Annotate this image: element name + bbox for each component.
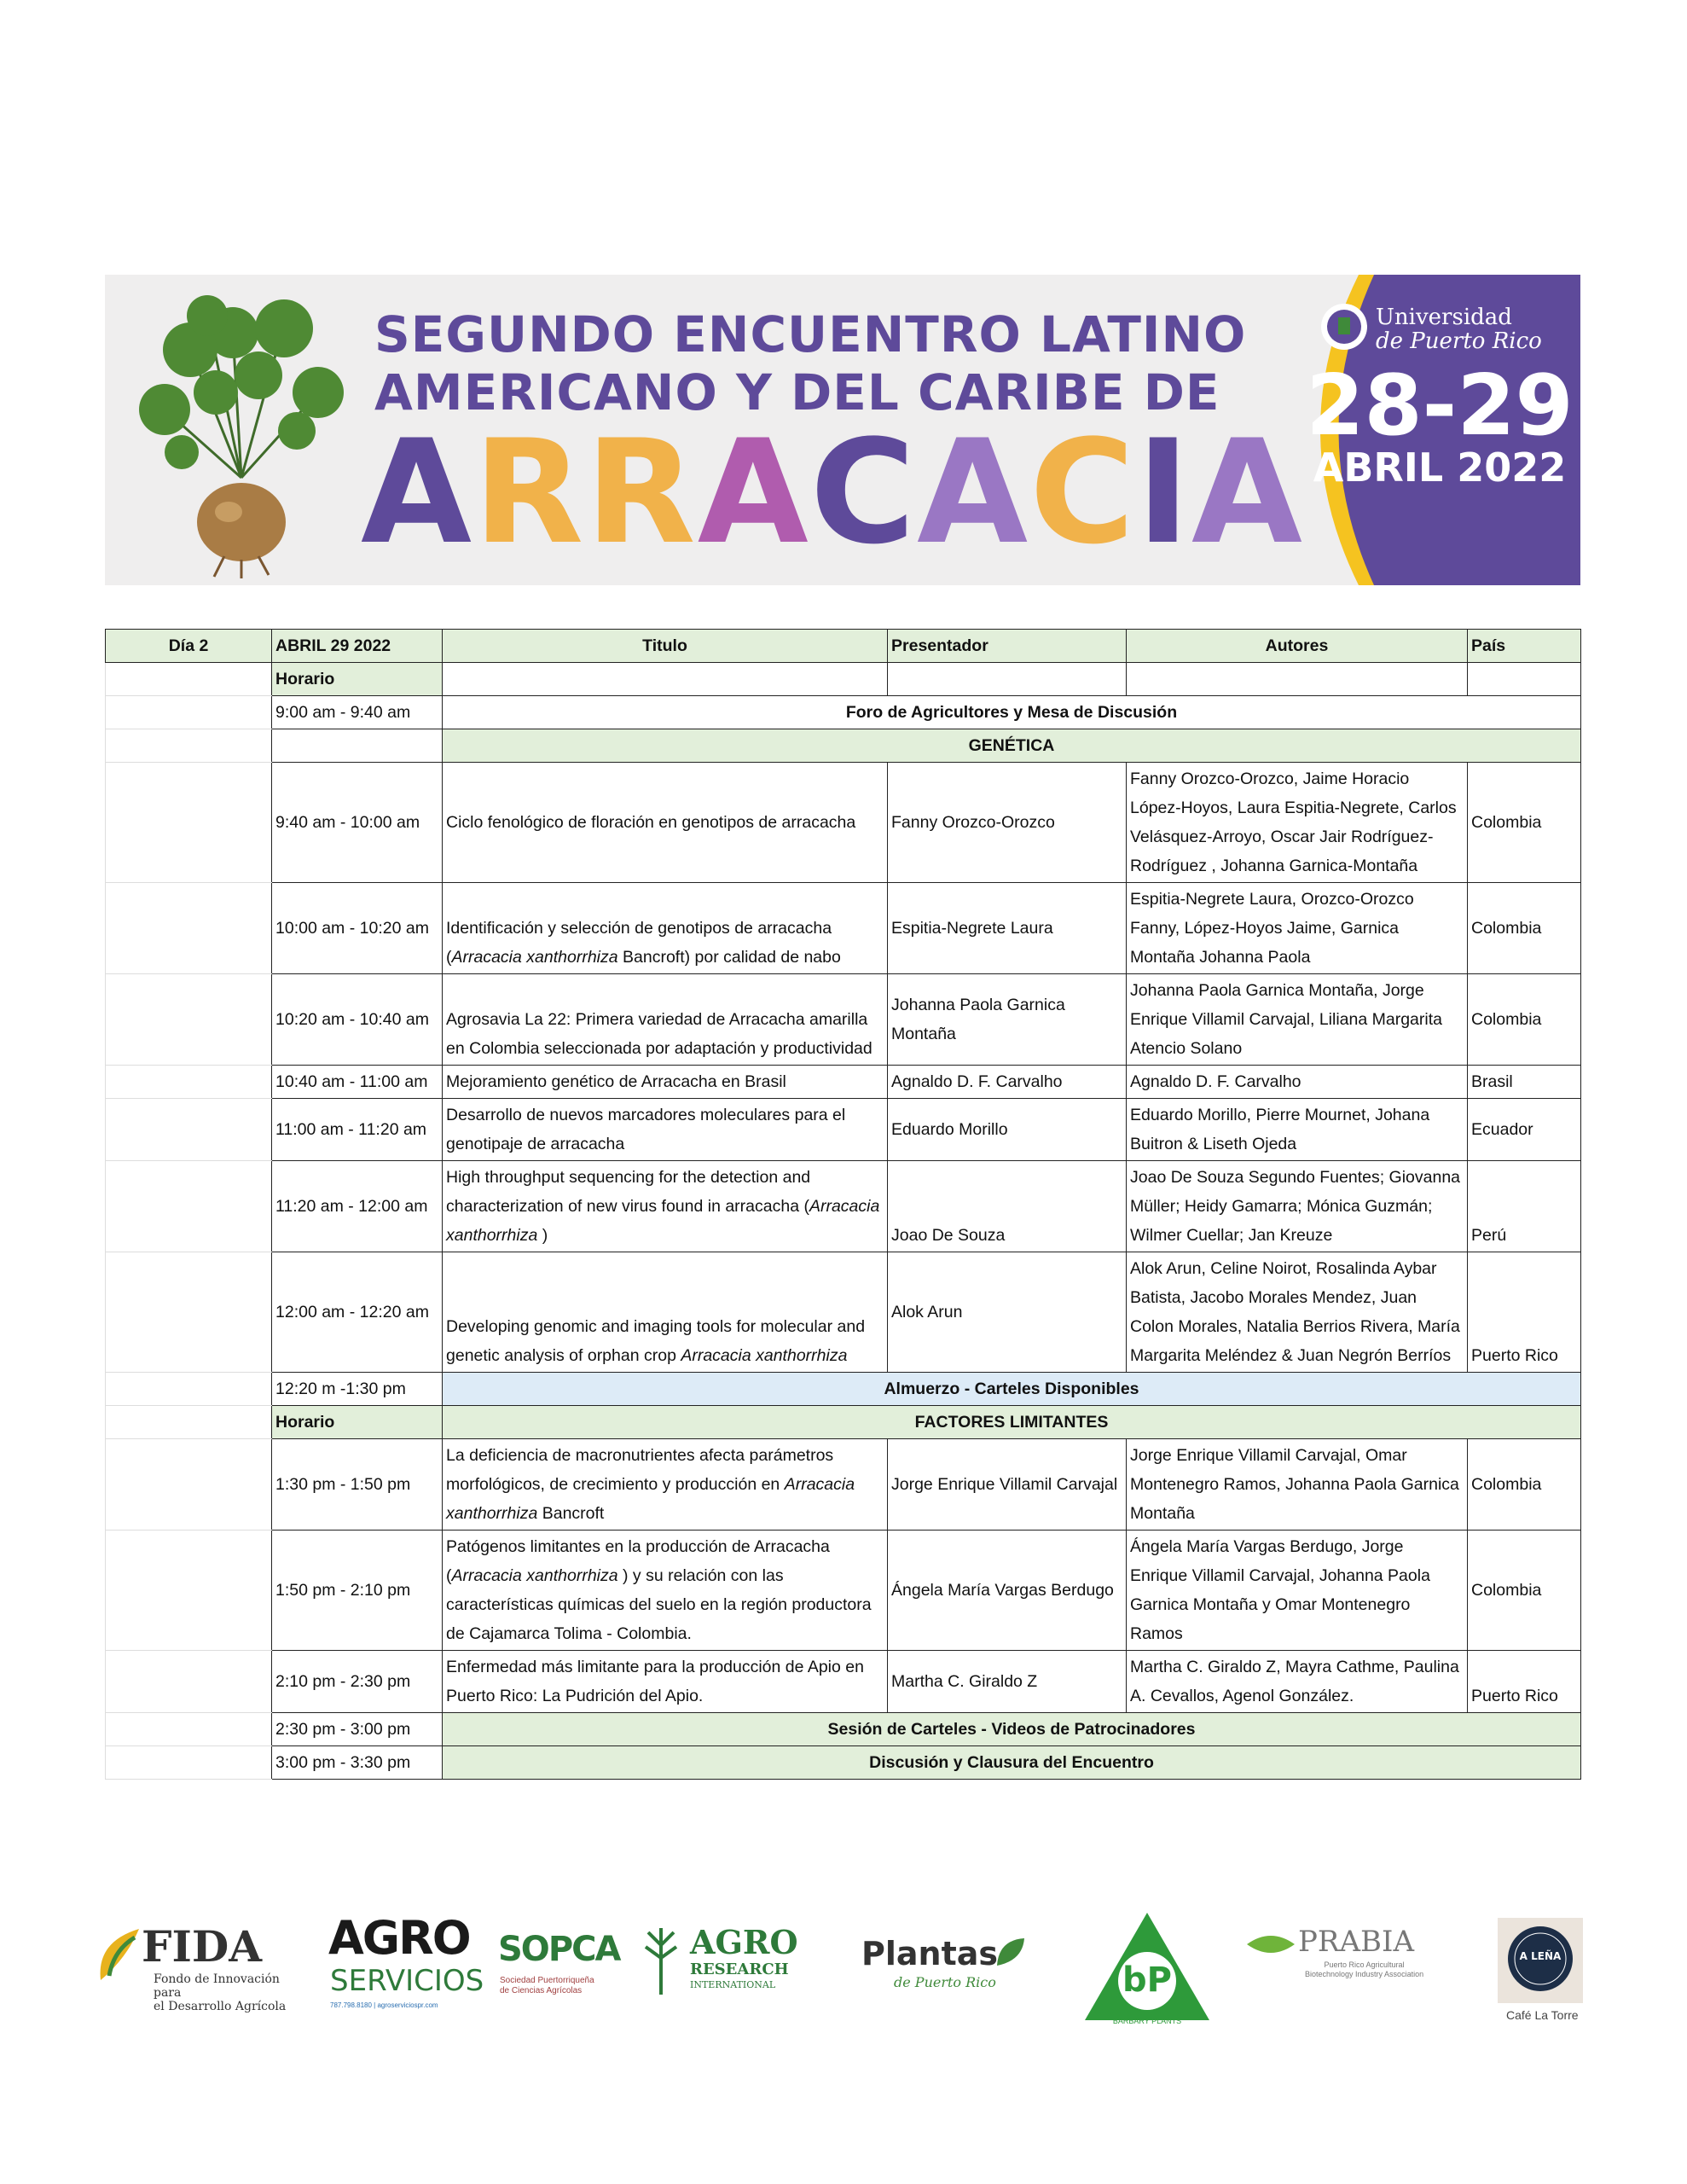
table-row: [106, 1439, 1581, 1531]
row-authors: Ángela María Vargas Berdugo, Jorge Enrique Villamil Carvajal, Johanna Paola Garnica Montaña y Omar Montenegro Ramos: [1127, 1531, 1468, 1651]
row-title: Agrosavia La 22: Primera variedad de Arracacha amarilla en Colombia seleccionada por adaptación y productividad: [443, 974, 888, 1066]
letter-8: I: [1136, 409, 1191, 576]
row-time: 2:30 pm - 3:00 pm: [272, 1713, 443, 1746]
row-country: Colombia: [1468, 1439, 1581, 1531]
wheat-icon: [635, 1920, 687, 1996]
prabia-logo: [1245, 1911, 1467, 2030]
row-time: 11:00 am - 11:20 am: [272, 1099, 443, 1161]
table-row: [106, 1066, 1581, 1099]
horario-label: Horario: [272, 663, 443, 696]
row-authors: Agnaldo D. F. Carvalho: [1127, 1066, 1468, 1099]
table-row: [106, 1746, 1581, 1780]
row-authors: Fanny Orozco-Orozco, Jaime Horacio López-Hoyos, Laura Espitia-Negrete, Carlos Velásquez-Arroyo, Oscar Jair Rodríguez-Rodríguez , Johanna Garnica-Montaña: [1127, 763, 1468, 883]
table-row: [106, 974, 1581, 1066]
row-presenter: Eduardo Morillo: [888, 1099, 1127, 1161]
agroservicios-contact: 787.798.8180 | agroserviciospr.com: [330, 2001, 438, 2009]
university-line1: Universidad: [1376, 305, 1512, 330]
barbary-plants-logo: [1083, 1911, 1211, 2030]
row-authors: Joao De Souza Segundo Fuentes; Giovanna Müller; Heidy Gamarra; Mónica Guzmán; Wilmer Cuellar; Jan Kreuze: [1127, 1161, 1468, 1252]
table-row: [106, 663, 1581, 696]
header-day: Día 2: [106, 630, 272, 663]
sopca-sub2: de Ciencias Agrícolas: [500, 1986, 583, 1995]
row-country: Ecuador: [1468, 1099, 1581, 1161]
row-country: Puerto Rico: [1468, 1651, 1581, 1713]
cafe-name: A LEÑA: [1519, 1950, 1562, 1962]
letter-3: R: [585, 409, 698, 576]
row-presenter: Joao De Souza: [888, 1161, 1127, 1252]
plantas-logo: [861, 1911, 1032, 2030]
row-country: Perú: [1468, 1161, 1581, 1252]
arracacha-plant-illustration: [113, 282, 369, 580]
table-row: [106, 1373, 1581, 1406]
row-authors: Jorge Enrique Villamil Carvajal, Omar Montenegro Ramos, Johanna Paola Garnica Montaña: [1127, 1439, 1468, 1531]
sopca-name: SOPCA: [498, 1930, 620, 1969]
table-row: [106, 1161, 1581, 1252]
sponsor-logos: [85, 1911, 1620, 2039]
agro-research-name3: INTERNATIONAL: [690, 1979, 776, 1990]
agro-research-name2: RESEARCH: [690, 1960, 789, 1978]
row-title: Developing genomic and imaging tools for molecular and genetic analysis of orphan crop Arracacia xanthorrhiza: [443, 1252, 888, 1373]
row-presenter: Agnaldo D. F. Carvalho: [888, 1066, 1127, 1099]
table-row: [106, 729, 1581, 763]
section-genetica: GENÉTICA: [443, 729, 1581, 763]
fida-sub2: el Desarrollo Agrícola: [154, 2000, 287, 2013]
event-dates: 28-29: [1306, 357, 1574, 455]
row-country: Brasil: [1468, 1066, 1581, 1099]
table-row: [106, 1651, 1581, 1713]
banner-title: [374, 305, 1246, 421]
row-title: Patógenos limitantes en la producción de Arracacha (Arracacia xanthorrhiza ) y su relación con las características químicas del suelo en la región productora de Cajamarca Tolima - Colombia.: [443, 1531, 888, 1651]
row-time: 12:00 am - 12:20 am: [272, 1252, 443, 1373]
sopca-sub1: Sociedad Puertorriqueña: [500, 1976, 594, 1985]
bp-sub: BARBARY PLANTS: [1112, 2017, 1182, 2025]
row-time: 10:20 am - 10:40 am: [272, 974, 443, 1066]
fida-logo: [92, 1911, 297, 2030]
row-authors: Johanna Paola Garnica Montaña, Jorge Enrique Villamil Carvajal, Liliana Margarita Atencio Solano: [1127, 974, 1468, 1066]
row-presenter: Alok Arun: [888, 1252, 1127, 1373]
row-presenter: Martha C. Giraldo Z: [888, 1651, 1127, 1713]
row-time: 9:40 am - 10:00 am: [272, 763, 443, 883]
letter-5: C: [809, 409, 918, 576]
schedule-table: [105, 629, 1581, 1780]
row-presenter: Ángela María Vargas Berdugo: [888, 1531, 1127, 1651]
letter-4: A: [697, 409, 810, 576]
cafe-caption: Café La Torre: [1506, 2008, 1579, 2022]
table-row: [106, 763, 1581, 883]
leaf-icon: [1245, 1931, 1296, 1957]
letter-9: A: [1191, 409, 1304, 576]
row-presenter: Jorge Enrique Villamil Carvajal: [888, 1439, 1127, 1531]
row-country: Colombia: [1468, 883, 1581, 974]
row-time: 9:00 am - 9:40 am: [272, 696, 443, 729]
prabia-sub2: Biotechnology Industry Association: [1305, 1970, 1424, 1978]
banner-title-line1: SEGUNDO ENCUENTRO LATINO: [374, 305, 1247, 363]
header-authors: Autores: [1127, 630, 1468, 663]
sopca-logo: [495, 1911, 620, 2030]
row-authors: Martha C. Giraldo Z, Mayra Cathme, Paulina A. Cevallos, Agenol González.: [1127, 1651, 1468, 1713]
row-time: 1:30 pm - 1:50 pm: [272, 1439, 443, 1531]
row-time: 1:50 pm - 2:10 pm: [272, 1531, 443, 1651]
lunch-label: Almuerzo - Carteles Disponibles: [443, 1373, 1581, 1406]
row-title: La deficiencia de macronutrientes afecta parámetros morfológicos, de crecimiento y producción en Arracacia xanthorrhiza Bancroft: [443, 1439, 888, 1531]
row-presenter: Fanny Orozco-Orozco: [888, 763, 1127, 883]
letter-7: C: [1029, 409, 1137, 576]
table-row: [106, 883, 1581, 974]
fida-sub1: Fondo de Innovación para: [154, 1972, 280, 2000]
posters-label: Sesión de Carteles - Videos de Patrocinadores: [443, 1713, 1581, 1746]
banner-big-word: [361, 409, 1304, 576]
agro-research-logo: [635, 1911, 806, 2030]
agroservicios-name2: SERVICIOS: [330, 1964, 484, 1998]
row-authors: Espitia-Negrete Laura, Orozco-Orozco Fanny, López-Hoyos Jaime, Garnica Montaña Johanna Paola: [1127, 883, 1468, 974]
bp-name: bP: [1122, 1960, 1172, 2000]
table-header-row: [106, 630, 1581, 663]
header-date: ABRIL 29 2022: [272, 630, 443, 663]
row-authors: Alok Arun, Celine Noirot, Rosalinda Aybar Batista, Jacobo Morales Mendez, Juan Colon Morales, Natalia Berrios Rivera, María Margarita Meléndez & Juan Negrón Berríos: [1127, 1252, 1468, 1373]
row-country: Colombia: [1468, 974, 1581, 1066]
plantas-sub: de Puerto Rico: [894, 1974, 996, 1990]
row-country: Colombia: [1468, 1531, 1581, 1651]
row-time: 3:00 pm - 3:30 pm: [272, 1746, 443, 1780]
leaf-icon: [994, 1935, 1028, 1969]
agroservicios-name1: AGRO: [328, 1911, 470, 1965]
university-line2: de Puerto Rico: [1376, 328, 1542, 354]
university-name: [1376, 305, 1542, 353]
row-title: Identificación y selección de genotipos de arracacha (Arracacia xanthorrhiza Bancroft) por calidad de nabo: [443, 883, 888, 974]
banner-title-line2: AMERICANO Y DEL CARIBE DE: [374, 363, 1220, 421]
row-title: Mejoramiento genético de Arracacha en Brasil: [443, 1066, 888, 1099]
row-time: 10:00 am - 10:20 am: [272, 883, 443, 974]
table-row: [106, 1406, 1581, 1439]
university-seal-icon: [1319, 302, 1369, 351]
row-title: Ciclo fenológico de floración en genotipos de arracacha: [443, 763, 888, 883]
row-time: 12:20 m -1:30 pm: [272, 1373, 443, 1406]
row-time: 11:20 am - 12:00 am: [272, 1161, 443, 1252]
row-presenter: Espitia-Negrete Laura: [888, 883, 1127, 974]
row-title: Desarrollo de nuevos marcadores moleculares para el genotipaje de arracacha: [443, 1099, 888, 1161]
table-row: [106, 1713, 1581, 1746]
table-row: [106, 696, 1581, 729]
prabia-sub1: Puerto Rico Agricultural: [1324, 1960, 1405, 1969]
table-row: [106, 1531, 1581, 1651]
horario-label-2: Horario: [272, 1406, 443, 1439]
row-country: Puerto Rico: [1468, 1252, 1581, 1373]
row-authors: Eduardo Morillo, Pierre Mournet, Johana Buitron & Liseth Ojeda: [1127, 1099, 1468, 1161]
row-title: Enfermedad más limitante para la producción de Apio en Puerto Rico: La Pudrición del Apio.: [443, 1651, 888, 1713]
fida-leaf-icon: [92, 1925, 143, 1984]
row-time: 2:10 pm - 2:30 pm: [272, 1651, 443, 1713]
letter-2: R: [473, 409, 586, 576]
row-country: Colombia: [1468, 763, 1581, 883]
section-factores: FACTORES LIMITANTES: [443, 1406, 1581, 1439]
row-title: High throughput sequencing for the detection and characterization of new virus found in arracacha (Arracacia xanthorrhiza ): [443, 1161, 888, 1252]
letter-1: A: [361, 409, 474, 576]
header-presenter: Presentador: [888, 630, 1127, 663]
closing-label: Discusión y Clausura del Encuentro: [443, 1746, 1581, 1780]
cafe-la-torre-logo: [1484, 1911, 1603, 2030]
agro-research-name1: AGRO: [690, 1923, 798, 1961]
event-month-year: ABRIL 2022: [1313, 444, 1567, 491]
plantas-name: Plantas: [861, 1935, 998, 1972]
row-presenter: Johanna Paola Garnica Montaña: [888, 974, 1127, 1066]
agroservicios-logo: [328, 1911, 484, 2030]
header-title: Titulo: [443, 630, 888, 663]
row-time: 10:40 am - 11:00 am: [272, 1066, 443, 1099]
table-row: [106, 1099, 1581, 1161]
forum-label: Foro de Agricultores y Mesa de Discusión: [443, 696, 1581, 729]
event-banner: [105, 275, 1580, 585]
letter-6: A: [917, 409, 1030, 576]
header-country: País: [1468, 630, 1581, 663]
prabia-name: PRABIA: [1298, 1925, 1414, 1959]
table-row: [106, 1252, 1581, 1373]
fida-name: FIDA: [142, 1921, 263, 1972]
